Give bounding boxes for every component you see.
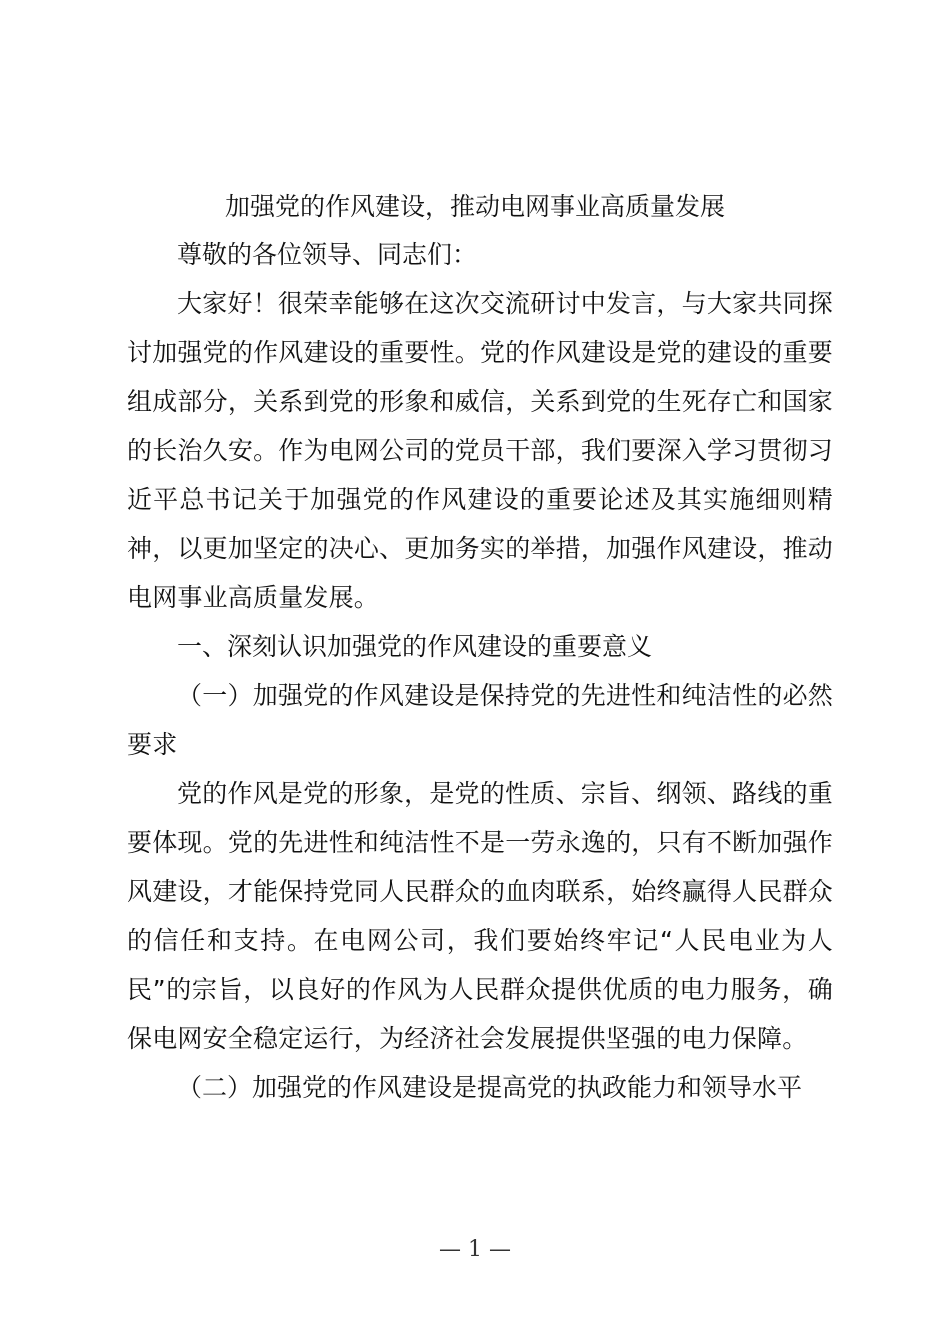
page-number: — 1 —: [439, 1237, 511, 1262]
subsection-heading-2: （二）加强党的作风建设是提高党的执政能力和领导水平: [177, 1073, 803, 1102]
paragraph-body-1: 党的作风是党的形象，是党的性质、宗旨、纲领、路线的重要体现。党的先进性和纯洁性不是一劳永逸的，只有不断加强作风建设，才能保持党同人民群众的血肉联系，始终赢得人民群众的信任和支持。在电网公司，我们要始终牢记“人民电业为人民”的宗旨，以良好的作风为人民群众提供优质的电力服务，确保电网安全稳定运行，为经济社会发展提供坚强的电力保障。: [127, 779, 833, 1053]
paragraph-intro: 大家好！很荣幸能够在这次交流研讨中发言，与大家共同探讨加强党的作风建设的重要性。党的作风建设是党的建设的重要组成部分，关系到党的形象和威信，关系到党的生死存亡和国家的长治久安。作为电网公司的党员干部，我们要深入学习贯彻习近平总书记关于加强党的作风建设的重要论述及其实施细则精神，以更加坚定的决心、更加务实的举措，加强作风建设，推动电网事业高质量发展。: [127, 289, 833, 612]
document-title: 加强党的作风建设，推动电网事业高质量发展: [225, 192, 726, 221]
subsection-heading-1: （一）加强党的作风建设是保持党的先进性和纯洁性的必然要求: [127, 681, 833, 759]
document-body: [127, 184, 833, 1112]
section-heading-1: 一、深刻认识加强党的作风建设的重要意义: [177, 632, 653, 661]
salutation: 尊敬的各位领导、同志们：: [177, 240, 478, 269]
